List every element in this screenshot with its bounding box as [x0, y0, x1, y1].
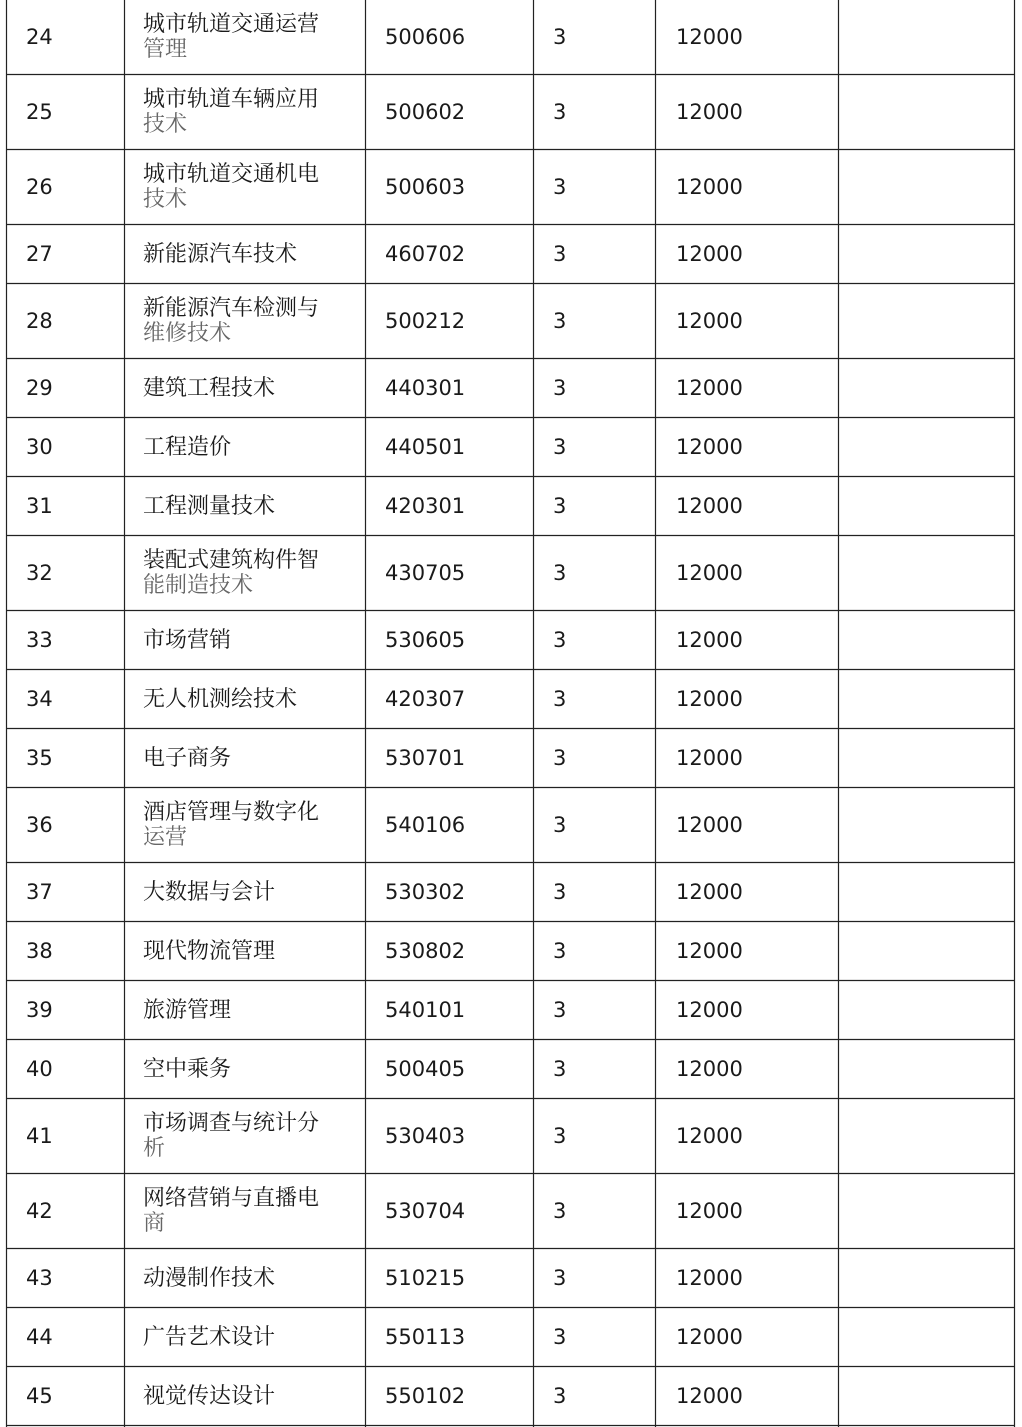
program-name-line1: 建筑工程技术: [143, 375, 276, 401]
row-number: 26: [26, 175, 53, 199]
program-years: 3: [553, 998, 567, 1022]
row-number: 34: [26, 687, 53, 711]
program-name: [124, 1040, 365, 1098]
row-number: 31: [26, 494, 53, 518]
program-fee: 12000: [676, 687, 743, 711]
program-years: 3: [553, 1266, 567, 1290]
table-row: [0, 1040, 1022, 1098]
table-row: [0, 670, 1022, 728]
program-name-line2: 析: [143, 1136, 166, 1161]
program-name-line1: 大数据与会计: [143, 879, 276, 905]
program-code: 530704: [385, 1199, 466, 1223]
program-code: 440501: [385, 435, 466, 459]
row-number: 39: [26, 998, 53, 1022]
program-name: [124, 225, 365, 283]
table-row: [0, 359, 1022, 417]
program-name: [124, 150, 365, 224]
program-note: [838, 536, 1014, 610]
program-name-line1: 装配式建筑构件智: [143, 548, 320, 573]
program-fee: 12000: [676, 309, 743, 333]
program-name: [124, 729, 365, 787]
program-code: 430705: [385, 561, 466, 585]
program-name: [124, 981, 365, 1039]
row-number: 42: [26, 1199, 53, 1223]
table-row: [0, 418, 1022, 476]
row-number: 32: [26, 561, 53, 585]
program-years: 3: [553, 746, 567, 770]
program-name-line1: 工程测量技术: [143, 493, 276, 519]
table-row: [0, 536, 1022, 610]
row-number: 36: [26, 813, 53, 837]
program-name: [124, 922, 365, 980]
program-note: [838, 729, 1014, 787]
program-fee: 12000: [676, 813, 743, 837]
program-fee: 12000: [676, 100, 743, 124]
program-note: [838, 359, 1014, 417]
table-row: [0, 0, 1022, 74]
program-years: 3: [553, 175, 567, 199]
program-name: [124, 75, 365, 149]
program-years: 3: [553, 939, 567, 963]
program-fee: 12000: [676, 561, 743, 585]
row-number: 29: [26, 376, 53, 400]
program-fee: 12000: [676, 1384, 743, 1408]
table-row: [0, 611, 1022, 669]
table-row: [0, 1367, 1022, 1425]
program-note: [838, 922, 1014, 980]
program-note: [838, 670, 1014, 728]
program-fee: 12000: [676, 242, 743, 266]
program-note: [838, 75, 1014, 149]
program-code: 500602: [385, 100, 466, 124]
program-name: [124, 1249, 365, 1307]
table-row: [0, 981, 1022, 1039]
program-code: 530605: [385, 628, 466, 652]
table-row: [0, 922, 1022, 980]
program-code: 500212: [385, 309, 466, 333]
row-number: 28: [26, 309, 53, 333]
program-note: [838, 150, 1014, 224]
program-code: 500603: [385, 175, 466, 199]
program-code: 550113: [385, 1325, 466, 1349]
program-years: 3: [553, 1199, 567, 1223]
program-name: [124, 788, 365, 862]
program-name-line1: 旅游管理: [143, 997, 232, 1023]
program-name-line1: 新能源汽车检测与: [143, 296, 320, 321]
table-row: [0, 1308, 1022, 1366]
table-row: [0, 75, 1022, 149]
row-number: 40: [26, 1057, 53, 1081]
program-fee: 12000: [676, 1266, 743, 1290]
program-code: 420301: [385, 494, 466, 518]
table-row: [0, 788, 1022, 862]
program-note: [838, 1367, 1014, 1425]
row-number: 33: [26, 628, 53, 652]
program-name-line1: 广告艺术设计: [143, 1324, 276, 1350]
program-fee: 12000: [676, 1325, 743, 1349]
program-name-line2: 运营: [143, 825, 188, 850]
program-fee: 12000: [676, 376, 743, 400]
program-code: 510215: [385, 1266, 466, 1290]
program-fee: 12000: [676, 628, 743, 652]
program-code: 550102: [385, 1384, 466, 1408]
program-name: [124, 536, 365, 610]
program-years: 3: [553, 1325, 567, 1349]
program-years: 3: [553, 494, 567, 518]
program-code: 540106: [385, 813, 466, 837]
program-years: 3: [553, 376, 567, 400]
program-name-line2: 技术: [143, 187, 188, 212]
row-number: 41: [26, 1124, 53, 1148]
row-number: 25: [26, 100, 53, 124]
program-years: 3: [553, 1384, 567, 1408]
program-name: [124, 284, 365, 358]
row-number: 37: [26, 880, 53, 904]
program-name-line1: 现代物流管理: [143, 938, 276, 964]
program-name: [124, 0, 365, 74]
program-code: 530701: [385, 746, 466, 770]
program-fee: 12000: [676, 175, 743, 199]
program-name-line1: 空中乘务: [143, 1056, 232, 1082]
program-name-line1: 新能源汽车技术: [143, 241, 298, 267]
program-name-line1: 城市轨道交通机电: [143, 162, 320, 187]
program-name-line1: 市场营销: [143, 627, 232, 653]
program-name: [124, 863, 365, 921]
program-name-line1: 动漫制作技术: [143, 1265, 276, 1291]
program-note: [838, 788, 1014, 862]
program-note: [838, 1308, 1014, 1366]
program-code: 500405: [385, 1057, 466, 1081]
program-name-line1: 工程造价: [143, 434, 232, 460]
program-fee: 12000: [676, 494, 743, 518]
row-number: 30: [26, 435, 53, 459]
program-years: 3: [553, 1057, 567, 1081]
program-years: 3: [553, 561, 567, 585]
program-code: 530802: [385, 939, 466, 963]
table-row: [0, 1174, 1022, 1248]
program-years: 3: [553, 687, 567, 711]
program-fee: 12000: [676, 1124, 743, 1148]
program-note: [838, 1174, 1014, 1248]
program-fee: 12000: [676, 746, 743, 770]
program-name: [124, 1367, 365, 1425]
program-name-line2: 技术: [143, 112, 188, 137]
program-fee: 12000: [676, 1057, 743, 1081]
program-name: [124, 611, 365, 669]
table-row: [0, 863, 1022, 921]
program-name: [124, 1308, 365, 1366]
program-note: [838, 477, 1014, 535]
program-code: 500606: [385, 25, 466, 49]
program-name: [124, 477, 365, 535]
program-name-line1: 城市轨道交通运营: [143, 12, 320, 37]
program-years: 3: [553, 813, 567, 837]
program-years: 3: [553, 242, 567, 266]
row-number: 45: [26, 1384, 53, 1408]
program-code: 530302: [385, 880, 466, 904]
table-row: [0, 284, 1022, 358]
program-name-line1: 城市轨道车辆应用: [143, 87, 320, 112]
program-name: [124, 1174, 365, 1248]
program-code: 440301: [385, 376, 466, 400]
table-row: [0, 477, 1022, 535]
row-number: 35: [26, 746, 53, 770]
row-number: 43: [26, 1266, 53, 1290]
program-fee: 12000: [676, 880, 743, 904]
table-row: [0, 1249, 1022, 1307]
program-note: [838, 0, 1014, 74]
table-row: [0, 225, 1022, 283]
program-note: [838, 981, 1014, 1039]
program-code: 420307: [385, 687, 466, 711]
program-name-line1: 无人机测绘技术: [143, 686, 298, 712]
program-name-line1: 视觉传达设计: [143, 1383, 276, 1409]
program-fee: 12000: [676, 998, 743, 1022]
program-note: [838, 1249, 1014, 1307]
program-fee: 12000: [676, 435, 743, 459]
program-fee: 12000: [676, 25, 743, 49]
program-years: 3: [553, 309, 567, 333]
program-name-line1: 网络营销与直播电: [143, 1186, 320, 1211]
program-note: [838, 1040, 1014, 1098]
program-name-line2: 商: [143, 1211, 166, 1236]
program-note: [838, 611, 1014, 669]
table-row: [0, 729, 1022, 787]
program-years: 3: [553, 435, 567, 459]
row-number: 24: [26, 25, 53, 49]
program-name-line1: 市场调查与统计分: [143, 1111, 320, 1136]
program-name: [124, 359, 365, 417]
program-name-line2: 能制造技术: [143, 573, 254, 598]
program-code: 540101: [385, 998, 466, 1022]
row-number: 27: [26, 242, 53, 266]
program-code: 460702: [385, 242, 466, 266]
program-name-line2: 管理: [143, 37, 188, 62]
program-note: [838, 1099, 1014, 1173]
program-name: [124, 418, 365, 476]
program-code: 530403: [385, 1124, 466, 1148]
program-years: 3: [553, 25, 567, 49]
program-years: 3: [553, 1124, 567, 1148]
row-number: 38: [26, 939, 53, 963]
program-fee: 12000: [676, 939, 743, 963]
program-note: [838, 284, 1014, 358]
program-name-line2: 维修技术: [143, 321, 232, 346]
program-fee: 12000: [676, 1199, 743, 1223]
program-name-line1: 酒店管理与数字化: [143, 800, 320, 825]
program-name: [124, 1099, 365, 1173]
program-name-line1: 电子商务: [143, 745, 232, 771]
program-note: [838, 863, 1014, 921]
table-row: [0, 150, 1022, 224]
table-row: [0, 1099, 1022, 1173]
program-name: [124, 670, 365, 728]
program-note: [838, 225, 1014, 283]
program-years: 3: [553, 100, 567, 124]
program-note: [838, 418, 1014, 476]
program-years: 3: [553, 628, 567, 652]
row-number: 44: [26, 1325, 53, 1349]
program-years: 3: [553, 880, 567, 904]
